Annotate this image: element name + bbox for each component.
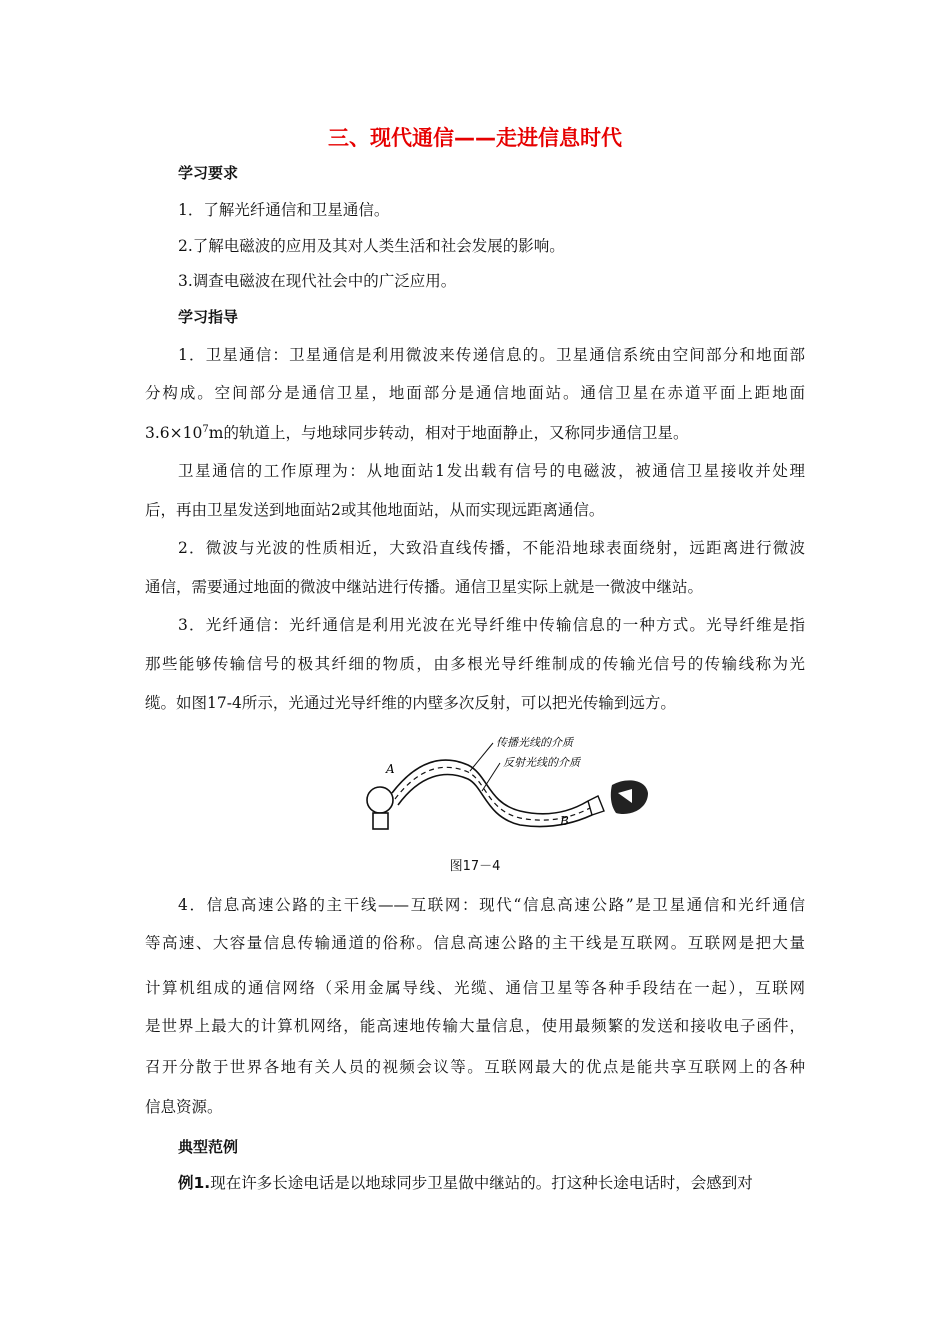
orbit-description: m的轨道上，与地球同步转动，相对于地面静止，又称同步通信卫星。	[208, 424, 689, 442]
paragraph-line: 信息资源。	[145, 1098, 223, 1116]
requirement-item: 1．了解光纤通信和卫星通信。	[178, 201, 390, 219]
figure-caption: 图17－4	[449, 859, 501, 874]
paragraph-line: 2．微波与光波的性质相近，大致沿直线传播，不能沿地球表面绕射，远距离进行微波	[178, 539, 805, 557]
paragraph-line	[145, 423, 688, 443]
light-bulb-icon	[367, 787, 393, 813]
fiber-end-cap	[588, 796, 604, 815]
fiber-optic-figure	[360, 733, 650, 833]
label-point-a: A	[386, 762, 395, 776]
paragraph-line: 召开分散于世界各地有关人员的视频会议等。互联网最大的优点是能共享互联网上的各种	[145, 1058, 805, 1076]
section-heading-requirements: 学习要求	[178, 164, 239, 182]
paragraph-line: 后，再由卫星发送到地面站2或其他地面站，从而实现远距离通信。	[145, 501, 605, 519]
paragraph-line: 通信，需要通过地面的微波中继站进行传播。通信卫星实际上就是一微波中继站。	[145, 578, 704, 596]
paragraph-line: 计算机组成的通信网络（采用金属导线、光缆、通信卫星等各种手段结在一起），互联网	[145, 979, 805, 997]
bulb-base-icon	[373, 813, 388, 829]
paragraph-line: 是世界上最大的计算机网络，能高速地传输大量信息，使用最频繁的发送和接收电子函件，	[145, 1017, 805, 1035]
requirement-item: 2.了解电磁波的应用及其对人类生活和社会发展的影响。	[178, 237, 565, 255]
example-1-label: 例1.	[178, 1174, 211, 1192]
paragraph-line: 等高速、大容量信息传输通道的俗称。信息高速公路的主干线是互联网。互联网是把大量	[145, 934, 805, 952]
paragraph-line: 缆。如图17-4所示，光通过光导纤维的内壁多次反射，可以把光传输到远方。	[145, 694, 676, 712]
label-propagation-medium: 传播光线的介质	[496, 736, 573, 749]
section-heading-examples: 典型范例	[178, 1138, 239, 1156]
label-leader-mid	[482, 763, 500, 791]
paragraph-line: 卫星通信的工作原理为：从地面站1发出载有信号的电磁波，被通信卫星接收并处理	[178, 462, 805, 480]
fiber-diagram	[360, 733, 650, 833]
label-point-b: B	[560, 814, 569, 828]
orbit-distance-exponent: 7	[202, 423, 209, 435]
paragraph-line: 4．信息高速公路的主干线——互联网：现代“信息高速公路”是卫星通信和光纤通信	[178, 896, 805, 914]
section-heading-guidance: 学习指导	[178, 308, 239, 326]
example-1	[178, 1173, 753, 1193]
label-leader-top	[470, 743, 493, 771]
label-reflection-medium: 反射光线的介质	[503, 756, 580, 769]
paragraph-line: 那些能够传输信号的极其纤细的物质，由多根光导纤维制成的传输光信号的传输线称为光	[145, 655, 805, 673]
paragraph-line: 分构成。空间部分是通信卫星，地面部分是通信地面站。通信卫星在赤道平面上距地面	[145, 384, 805, 402]
orbit-distance-value: 3.6×10	[145, 424, 203, 442]
page-title: 三、现代通信——走进信息时代	[328, 126, 622, 150]
paragraph-line: 1．卫星通信：卫星通信是利用微波来传递信息的。卫星通信系统由空间部分和地面部	[178, 346, 805, 364]
example-1-text: 现在许多长途电话是以地球同步卫星做中继站的。打这种长途电话时，会感到对	[210, 1174, 753, 1192]
paragraph-line: 3．光纤通信：光纤通信是利用光波在光导纤维中传输信息的一种方式。光导纤维是指	[178, 616, 805, 634]
requirement-item: 3.调查电磁波在现代社会中的广泛应用。	[178, 272, 457, 290]
